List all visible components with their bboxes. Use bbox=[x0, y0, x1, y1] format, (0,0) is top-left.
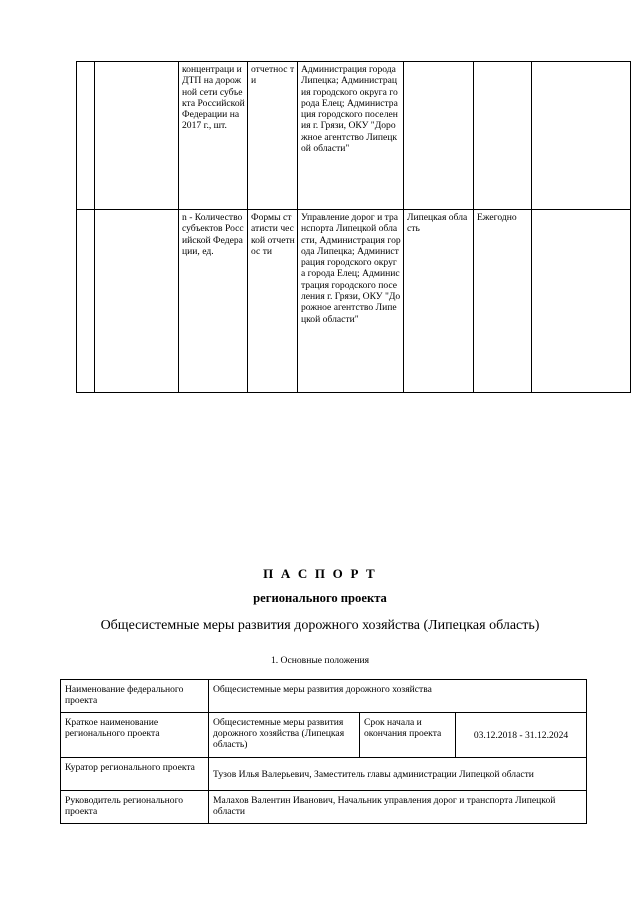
table-cell-empty bbox=[77, 62, 95, 210]
short-name-label: Краткое наименование регионального проекта bbox=[61, 713, 209, 758]
indicator-cell: n - Количество субъектов Российской Федерации, ед. bbox=[179, 210, 248, 393]
section-title: 1. Основные положения bbox=[270, 655, 370, 666]
table-cell-empty bbox=[77, 210, 95, 393]
frequency-cell bbox=[474, 62, 532, 210]
table-row bbox=[61, 791, 587, 824]
table-row bbox=[61, 680, 587, 713]
period-value: 03.12.2018 - 31.12.2024 bbox=[456, 713, 587, 758]
table-cell-empty bbox=[95, 210, 179, 393]
source-cell: отчетнос ти bbox=[248, 62, 298, 210]
passport-subtitle: регионального проекта bbox=[253, 591, 387, 605]
level-cell bbox=[404, 62, 474, 210]
frequency-cell: Ежегодно bbox=[474, 210, 532, 393]
project-name: Общесистемные меры развития дорожного хозяйства (Липецкая область) bbox=[100, 618, 540, 633]
source-cell: Формы статисти ческой отчетнос ти bbox=[248, 210, 298, 393]
responsible-cell: Администрация города Липецка; Администрация городского округа города Елец; Администрация городского поселения г. Грязи, ОКУ "Дорожное агентство Липецкой области" bbox=[298, 62, 404, 210]
indicator-cell: концентраци и ДТП на дорожной сети субъекта Российской Федерации на 2017 г., шт. bbox=[179, 62, 248, 210]
short-name-value: Общесистемные меры развития дорожного хозяйства (Липецкая область) bbox=[209, 713, 360, 758]
curator-value: Тузов Илья Валерьевич, Заместитель главы администрации Липецкой области bbox=[209, 758, 587, 791]
passport-title: П А С П О Р Т bbox=[263, 566, 377, 581]
table-row bbox=[61, 713, 587, 758]
table-cell-empty bbox=[532, 62, 631, 210]
indicators-continuation-table bbox=[76, 61, 631, 393]
level-cell: Липецкая область bbox=[404, 210, 474, 393]
table-cell-empty bbox=[532, 210, 631, 393]
curator-label: Куратор регионального проекта bbox=[61, 758, 209, 791]
table-cell-empty bbox=[95, 62, 179, 210]
responsible-cell: Управление дорог и транспорта Липецкой области, Администрация города Липецка; Администрация городского округа города Елец; Администрация городского поселения г. Грязи, ОКУ "Дорожное агентство Липецкой области" bbox=[298, 210, 404, 393]
period-label: Срок начала и окончания проекта bbox=[360, 713, 456, 758]
federal-project-value: Общесистемные меры развития дорожного хозяйства bbox=[209, 680, 587, 713]
basic-provisions-table bbox=[60, 679, 587, 824]
table-row bbox=[61, 758, 587, 791]
table-row bbox=[77, 62, 631, 210]
table-row bbox=[77, 210, 631, 393]
federal-project-label: Наименование федерального проекта bbox=[61, 680, 209, 713]
head-label: Руководитель регионального проекта bbox=[61, 791, 209, 824]
head-value: Малахов Валентин Иванович, Начальник управления дорог и транспорта Липецкой области bbox=[209, 791, 587, 824]
